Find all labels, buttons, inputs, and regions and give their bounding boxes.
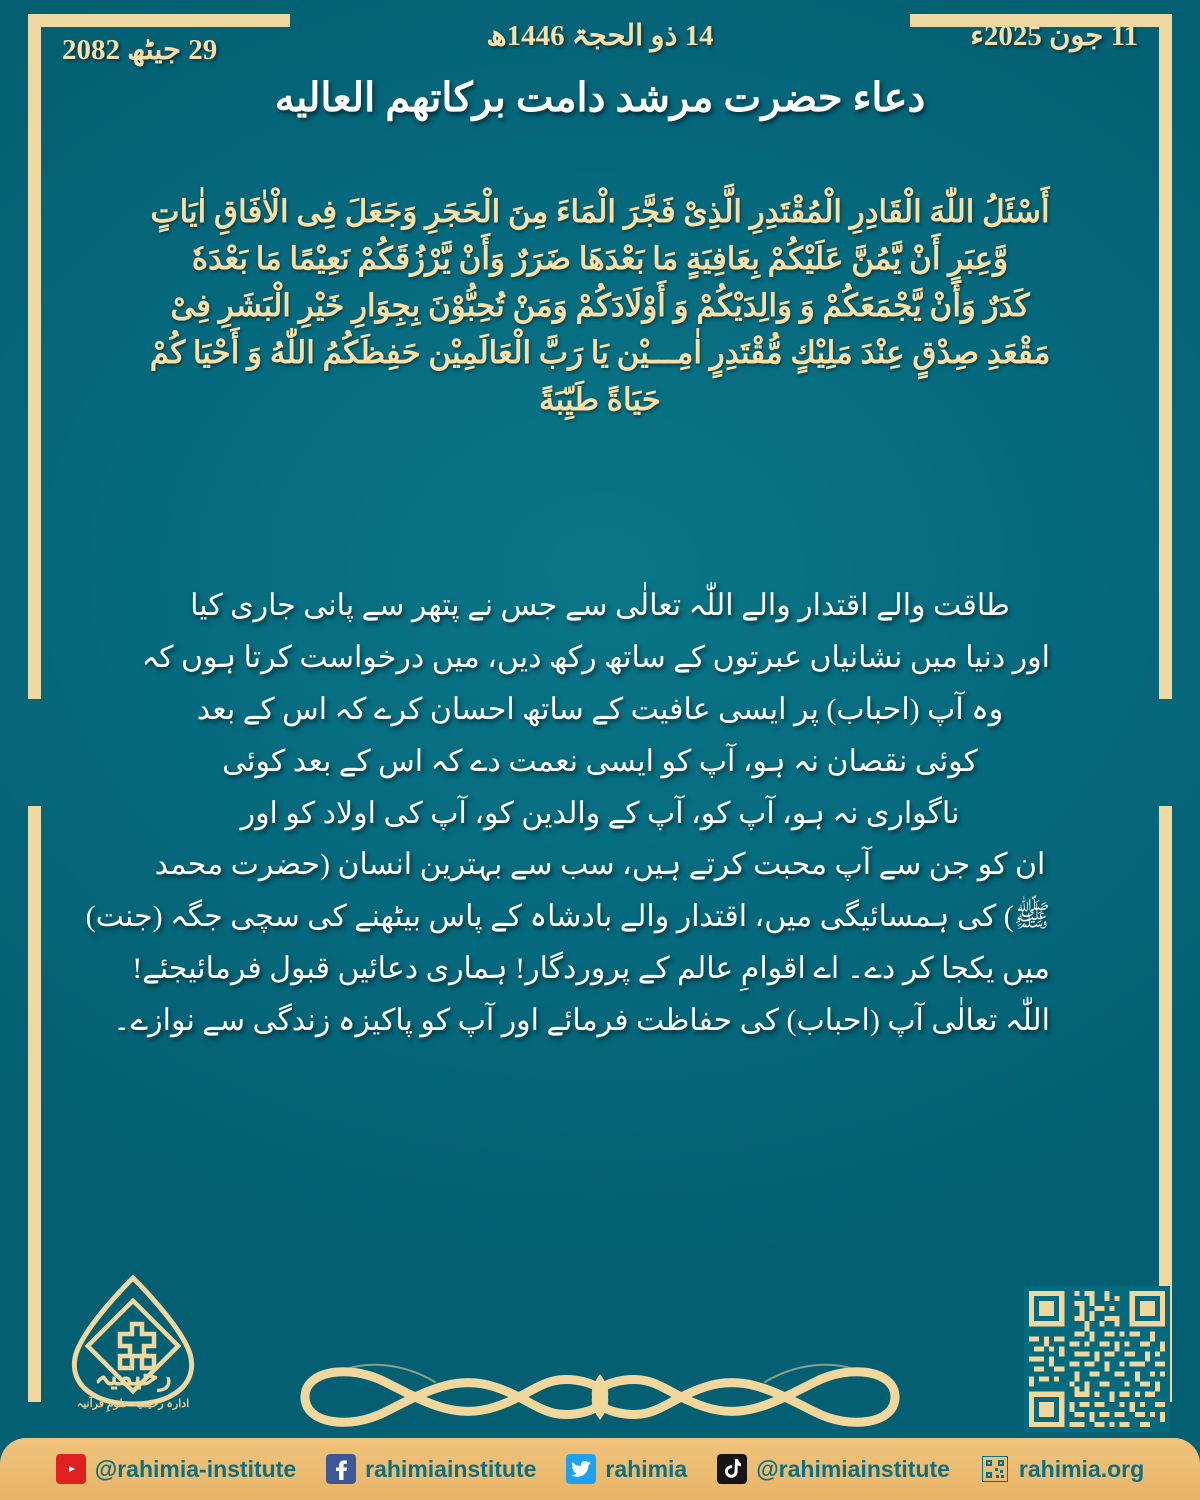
urdu-line: وہ آپ (احباب) پر ایسی عافیت کے ساتھ احسان کرے کہ اس کے بعد — [196, 692, 1004, 726]
social-handle-website: rahimia.org — [1018, 1455, 1145, 1482]
website-qr-icon — [980, 1454, 1010, 1484]
logo-name: رحیمیہ — [94, 1361, 172, 1391]
frame-left-lower-vertical — [28, 806, 41, 1402]
social-footer-bar — [0, 1438, 1200, 1500]
urdu-line: طاقت والے اقتدار والے اللّٰہ تعالٰی سے جس نے پتھر سے پانی جاری کیا — [190, 589, 1010, 622]
urdu-line: ناگواری نہ ہو، آپ کو، آپ کے والدین کو، آپ کی اولاد کو اور — [240, 796, 960, 830]
urdu-line: اور دنیا میں نشانیاں عبرتوں کے ساتھ رکھ دیں، میں درخواست کرتا ہوں کہ — [141, 640, 1050, 674]
urdu-line: ان کو جن سے آپ محبت کرتے ہیں، سب سے بہترین انسان (حضرت محمد — [154, 848, 1046, 882]
facebook-icon — [326, 1454, 356, 1484]
arabic-line: كَدَرٌ وَأَنْ يَّجْمَعَكُمْ وَ وَالِدَيْكُمْ وَ أَوْلَادَكُمْ وَمَنْ تُحِبُّوْنَ بِجِوَارِ خَيْرِ الْبَشَرِ فِىْ — [170, 288, 1030, 324]
youtube-icon — [56, 1454, 86, 1484]
arabic-line: حَيَاةً طَيِّبَةً — [539, 382, 661, 418]
page-title: دعاء حضرت مرشد دامت برکاتهم العالیه — [274, 75, 926, 120]
tiktok-icon — [717, 1454, 747, 1484]
social-handle-youtube: @rahimia-institute — [94, 1455, 297, 1482]
urdu-line: ﷺ) کی ہمسائیگی میں، اقتدار والے بادشاہ کے پاس بیٹھنے کی سچی جگہ (جنت) — [85, 900, 1050, 934]
urdu-line: میں یکجا کر دے۔ اے اقوامِ عالم کے پروردگار! ہماری دعائیں قبول فرمائیجئے! — [132, 952, 1050, 986]
hijri-date: 14 ذو الحجۃ 1446ھ — [486, 20, 714, 52]
qr-code-icon — [1024, 1286, 1170, 1432]
urdu-line: کوئی نقصان نہ ہو، آپ کو ایسی نعمت دے کہ اس کے بعد کوئی — [222, 744, 978, 778]
decorative-flourish-icon — [295, 1352, 905, 1442]
desi-date: 29 جیٹھ 2082 — [62, 34, 218, 66]
social-link-youtube[interactable] — [56, 1454, 296, 1484]
social-handle-twitter: rahimia — [605, 1455, 688, 1482]
logo-subtitle: ادارہ رحیمیہ علومِ قرآنیہ — [76, 1398, 190, 1410]
arabic-line: أَسْئَلُ اللّٰهَ الْقَادِرِ الْمُقْتَدِرِ الَّذِىْ فَجَّرَ الْمَاءَ مِنَ الْحَجَرِ وَجَعَلَ فِى الْاٰفَاقِ اٰيَاتٍ — [150, 194, 1050, 229]
website-qr-code[interactable] — [1024, 1286, 1170, 1432]
arabic-dua-text — [110, 188, 1090, 424]
rahimia-logo — [58, 1272, 208, 1420]
social-handle-tiktok: @rahimiainstitute — [756, 1455, 950, 1482]
social-handle-facebook: rahimiainstitute — [365, 1455, 537, 1482]
social-link-website[interactable] — [980, 1454, 1144, 1484]
urdu-line: اللّٰہ تعالٰی آپ (احباب) کی حفاظت فرمائے اور آپ کو پاکیزہ زندگی سے نوازے۔ — [112, 1004, 1050, 1038]
gregorian-date: 11 جون 2025ء — [970, 20, 1138, 52]
arabic-line: وَّعِبَرٍ أَنْ يَّمُنَّ عَلَيْكُمْ بِعَافِيَةٍ مَا بَعْدَهَا ضَرَرٌ وَأَنْ يَّرْزُقَكُمْ نَعِيْمًا مَا بَعْدَهٗ — [191, 241, 1009, 277]
social-link-facebook[interactable] — [326, 1454, 536, 1484]
twitter-icon — [566, 1454, 596, 1484]
urdu-translation-text — [85, 580, 1050, 1047]
social-link-tiktok[interactable] — [717, 1454, 950, 1484]
social-link-twitter[interactable] — [566, 1454, 687, 1484]
arabic-line: مَقْعَدِ صِدْقٍ عِنْدَ مَلِيْكٍ مُّقْتَدِرٍ اٰمِـــيْن يَا رَبَّ الْعَالَمِيْن حَفِظَكُمُ اللّٰهُ وَ أَحْيَا كُمْ — [149, 335, 1051, 371]
